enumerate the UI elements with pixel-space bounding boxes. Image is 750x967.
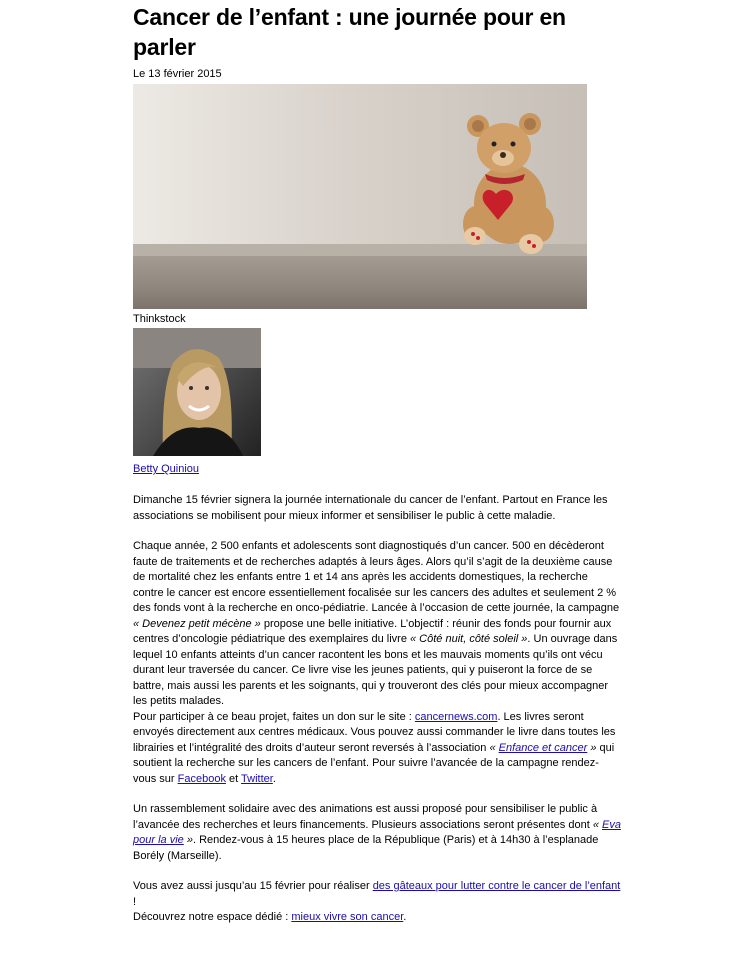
paragraph-intro: Dimanche 15 février signera la journée internationale du cancer de l’enfant. Partout en France les associations se mobilisent pour mieux informer et sensibiliser le public à cette maladie. — [133, 494, 608, 522]
paragraph-cakes: Vous avez aussi jusqu’au 15 février pour réaliser des gâteaux pour lutter contre le cancer de l’enfant ! — [133, 880, 621, 908]
mieux-vivre-link[interactable]: mieux vivre son cancer — [291, 911, 404, 923]
article-date: Le 13 février 2015 — [133, 68, 222, 80]
eva-pour-la-vie-link[interactable]: Eva pour la vie — [133, 818, 621, 846]
article-body — [133, 493, 621, 926]
facebook-link[interactable]: Facebook — [177, 772, 226, 785]
paragraph-dedicated-space: Découvrez notre espace dédié : mieux vivre son cancer. — [133, 911, 407, 923]
enfance-et-cancer-link[interactable]: Enfance et cancer — [498, 741, 588, 754]
author-link[interactable]: Betty Quiniou — [133, 463, 200, 475]
person-portrait-icon — [133, 328, 261, 456]
teddy-bear-icon — [133, 84, 587, 309]
author-photo — [133, 328, 261, 456]
hero-image — [133, 84, 587, 309]
cancernews-link[interactable]: cancernews.com — [414, 710, 498, 723]
article — [133, 0, 623, 926]
paragraph-participate: Pour participer à ce beau projet, faites un don sur le site : cancernews.com. Les livres seront envoyés directement aux centres médicaux. Vous pouvez aussi commander le livre dans toutes les librairies et l’intégralité des droits d’auteur seront reversés à l’association « Enfance et cancer » qui soutient la recherche sur les cancers de l’enfant. Pour suivre l’avancée de la campagne rendez-vous sur Facebook et Twitter. — [133, 710, 616, 785]
twitter-link[interactable]: Twitter — [241, 772, 273, 785]
paragraph-stats: Chaque année, 2 500 enfants et adolescents sont diagnostiqués d’un cancer. 500 en décèderont faute de traitements et de recherches adaptés à leurs âges. Alors qu’il s’agit de la deuxième cause de mortalité chez les enfants entre 1 et 14 ans après les accidents domestiques, la recherche contre le cancer est encore essentiellement focalisée sur les cancers des adultes et seulement 2 % des fonds vont à la recherche en onco-pédiatrie. Lancée à l’occasion de cette journée, la campagne « Devenez petit mécène » propose une belle initiative. L’objectif : réunir des fonds pour fournir aux centres d’oncologie pédiatrique des exemplaires du livre « Côté nuit, côté soleil ». Un ouvrage dans lequel 10 enfants atteints d’un cancer racontent les bons et les mauvais moments qu’ils ont vécu durant leur traversée du cancer. Ce livre vise les jeunes patients, qui y puiseront la force de se battre, mais aussi les parents et les soignants, qui y trouveront des clés pour mieux accompagner les petits malades. — [133, 540, 620, 707]
article-title: Cancer de l’enfant : une journée pour en parler — [133, 4, 566, 60]
cakes-link[interactable]: des gâteaux pour lutter contre le cancer de l’enfant — [372, 880, 621, 892]
paragraph-gathering: Un rassemblement solidaire avec des animations est aussi proposé pour sensibiliser le public à l’avancée des recherches et leurs financements. Plusieurs associations seront présentes dont « Eva pour la vie ». Rendez-vous à 15 heures place de la République (Paris) et à 14h30 à l’esplanade Borély (Marseille). — [133, 803, 621, 862]
image-credit: Thinkstock — [133, 313, 186, 325]
campaign-name: « Devenez petit mécène » — [133, 617, 261, 630]
book-title: « Côté nuit, côté soleil » — [410, 633, 528, 645]
